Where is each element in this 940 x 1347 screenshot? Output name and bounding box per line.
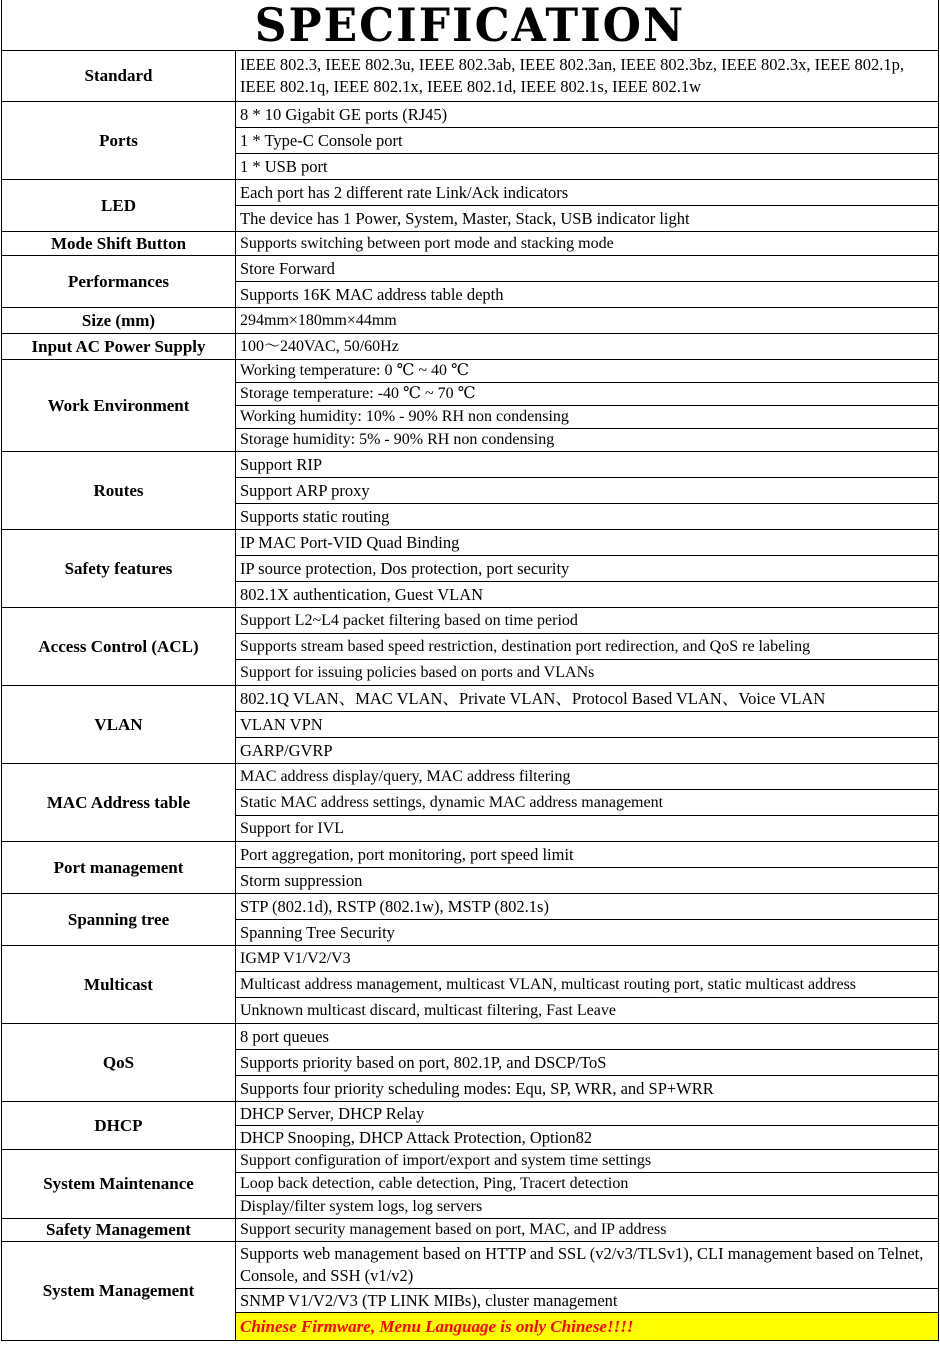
spec-label: Spanning tree [2,894,236,946]
table-row [2,894,939,920]
page-title: SPECIFICATION [1,0,939,51]
spec-value: Supports stream based speed restriction, destination port redirection, and QoS re labeling [236,634,939,660]
spec-value: 8 port queues [236,1024,939,1050]
spec-value: Support security management based on port, MAC, and IP address [236,1219,939,1242]
spec-value: Port aggregation, port monitoring, port speed limit [236,842,939,868]
spec-value: Supports four priority scheduling modes: Equ, SP, WRR, and SP+WRR [236,1076,939,1102]
spec-label: LED [2,180,236,232]
spec-value: Supports switching between port mode and stacking mode [236,232,939,256]
table-row [2,232,939,256]
spec-value: Support for issuing policies based on ports and VLANs [236,660,939,686]
spec-value: Storm suppression [236,868,939,894]
table-row [2,360,939,383]
spec-label: System Management [2,1242,236,1341]
spec-value: Multicast address management, multicast VLAN, multicast routing port, static multicast address [236,972,939,998]
table-row [2,452,939,478]
spec-value: Support ARP proxy [236,478,939,504]
spec-value: 294mm×180mm×44mm [236,308,939,334]
table-row [2,51,939,102]
spec-label: Multicast [2,946,236,1024]
spec-label: Safety Management [2,1219,236,1242]
spec-value: SNMP V1/V2/V3 (TP LINK MIBs), cluster management [236,1289,939,1313]
spec-value: Support RIP [236,452,939,478]
spec-value: Storage humidity: 5% - 90% RH non condensing [236,429,939,452]
spec-value: IGMP V1/V2/V3 [236,946,939,972]
spec-label: QoS [2,1024,236,1102]
spec-value: Loop back detection, cable detection, Ping, Tracert detection [236,1173,939,1196]
spec-value: Static MAC address settings, dynamic MAC address management [236,790,939,816]
spec-table [1,50,939,1341]
spec-value: 802.1X authentication, Guest VLAN [236,582,939,608]
spec-value: 1 * USB port [236,154,939,180]
spec-label: Standard [2,51,236,102]
spec-label: Input AC Power Supply [2,334,236,360]
spec-value: MAC address display/query, MAC address filtering [236,764,939,790]
table-row [2,946,939,972]
spec-value: Working humidity: 10% - 90% RH non condensing [236,406,939,429]
table-row [2,1024,939,1050]
spec-value: Storage temperature: -40 ℃ ~ 70 ℃ [236,383,939,406]
table-row [2,334,939,360]
spec-label: Work Environment [2,360,236,452]
table-row [2,1242,939,1289]
spec-label: VLAN [2,686,236,764]
spec-value: 100～240VAC, 50/60Hz [236,334,939,360]
spec-label: System Maintenance [2,1150,236,1219]
spec-label: Size (mm) [2,308,236,334]
table-row [2,686,939,712]
spec-label: Safety features [2,530,236,608]
spec-value: Each port has 2 different rate Link/Ack indicators [236,180,939,206]
spec-label: Ports [2,102,236,180]
table-row [2,764,939,790]
table-row [2,608,939,634]
table-row [2,1102,939,1126]
spec-sheet [1,0,939,1341]
spec-value: IP source protection, Dos protection, port security [236,556,939,582]
spec-value: Display/filter system logs, log servers [236,1196,939,1219]
spec-value: Support for IVL [236,816,939,842]
spec-value: Support L2~L4 packet filtering based on time period [236,608,939,634]
spec-value: Store Forward [236,256,939,282]
spec-label: Routes [2,452,236,530]
spec-value: Supports static routing [236,504,939,530]
table-row [2,180,939,206]
spec-label: Mode Shift Button [2,232,236,256]
spec-value: VLAN VPN [236,712,939,738]
table-row [2,308,939,334]
spec-value: GARP/GVRP [236,738,939,764]
spec-label: Performances [2,256,236,308]
spec-label: MAC Address table [2,764,236,842]
spec-value: 1 * Type-C Console port [236,128,939,154]
table-row [2,102,939,128]
table-row [2,1150,939,1173]
table-row [2,1219,939,1242]
spec-label: DHCP [2,1102,236,1150]
spec-value: Working temperature: 0 ℃ ~ 40 ℃ [236,360,939,383]
firmware-warning: Chinese Firmware, Menu Language is only Chinese!!!! [236,1313,939,1341]
spec-value: Supports web management based on HTTP and SSL (v2/v3/TLSv1), CLI management based on Telnet, Console, and SSH (v1/v2) [236,1242,939,1289]
spec-value: Supports 16K MAC address table depth [236,282,939,308]
spec-value: The device has 1 Power, System, Master, Stack, USB indicator light [236,206,939,232]
spec-value: IEEE 802.3, IEEE 802.3u, IEEE 802.3ab, IEEE 802.3an, IEEE 802.3bz, IEEE 802.3x, IEEE 802.1p, IEEE 802.1q, IEEE 802.1x, IEEE 802.1d, IEEE 802.1s, IEEE 802.1w [236,51,939,102]
spec-value: Supports priority based on port, 802.1P, and DSCP/ToS [236,1050,939,1076]
table-row [2,530,939,556]
table-row [2,256,939,282]
spec-value: IP MAC Port-VID Quad Binding [236,530,939,556]
spec-value: Spanning Tree Security [236,920,939,946]
spec-label: Port management [2,842,236,894]
spec-label: Access Control (ACL) [2,608,236,686]
spec-value: STP (802.1d), RSTP (802.1w), MSTP (802.1s) [236,894,939,920]
spec-value: Support configuration of import/export and system time settings [236,1150,939,1173]
table-row [2,842,939,868]
spec-value: DHCP Snooping, DHCP Attack Protection, Option82 [236,1126,939,1150]
spec-table-body [2,51,939,1341]
spec-value: DHCP Server, DHCP Relay [236,1102,939,1126]
spec-value: 8 * 10 Gigabit GE ports (RJ45) [236,102,939,128]
spec-value: 802.1Q VLAN、MAC VLAN、Private VLAN、Protocol Based VLAN、Voice VLAN [236,686,939,712]
spec-value: Unknown multicast discard, multicast filtering, Fast Leave [236,998,939,1024]
